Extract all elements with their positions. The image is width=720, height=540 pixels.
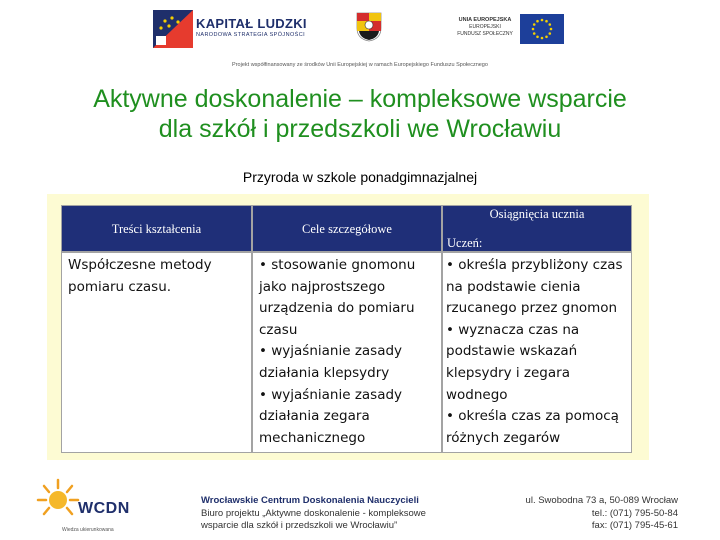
kapital-ludzki-title: KAPITAŁ LUDZKI xyxy=(196,16,307,31)
kapital-ludzki-subtitle: NARODOWA STRATEGIA SPÓJNOŚCI xyxy=(196,32,305,38)
kapital-ludzki-logo-icon xyxy=(153,10,193,48)
table-cell-goals: • stosowanie gnomonu jako najprostszego urządzenia do pomiaru czasu • wyjaśnianie zasady działania klepsydry • wyjaśnianie zasady działania zegara mechanicznego xyxy=(252,252,442,453)
footer-fax: fax: (071) 795-45-61 xyxy=(591,520,678,531)
footer-tel: tel.: (071) 795-50-84 xyxy=(591,507,678,519)
kapital-ludzki-text xyxy=(196,17,307,39)
footer-organization xyxy=(201,495,426,533)
table-header-achievements: Osiągnięcia ucznia Uczeń: xyxy=(442,205,632,252)
wroclaw-crest-icon xyxy=(356,12,382,42)
title-line-2: dla szkół i przedszkoli we Wrocławiu xyxy=(158,115,562,143)
footer-project-line-1: Biuro projektu „Aktywne doskonalenie - kompleksowe xyxy=(201,507,426,519)
page-title xyxy=(20,84,700,144)
ue-line3: FUNDUSZ SPOŁECZNY xyxy=(457,30,513,37)
footer-org-name: Wrocławskie Centrum Doskonalenia Nauczycieli xyxy=(201,495,419,506)
ue-line1: UNIA EUROPEJSKA xyxy=(458,17,512,23)
page-subtitle: Przyroda w szkole ponadgimnazjalnej xyxy=(242,169,478,185)
table-header-goals: Cele szczegółowe xyxy=(252,205,442,252)
eu-flag-icon xyxy=(520,14,564,44)
wcdn-logo-subtitle: Wiedza ukierunkowana xyxy=(62,527,114,533)
logo-strip xyxy=(0,0,720,60)
table-cell-content: Współczesne metody pomiaru czasu. xyxy=(61,252,252,453)
table-cell-achievements: • określa przybliżony czas na podstawie cienia rzucanego przez gnomon • wyznacza czas na podstawie wskazań klepsydry i zegara wodnego • określa czas za pomocą różnych zegarów xyxy=(442,252,632,453)
wcdn-logo-text: WCDN xyxy=(78,500,130,517)
wcdn-sun-logo-icon xyxy=(36,478,80,522)
table-header-content: Treści kształcenia xyxy=(61,205,252,252)
footer-address: ul. Swobodna 73 a, 50-089 Wrocław xyxy=(525,495,678,506)
ue-line2: EUROPEJSKI xyxy=(469,24,501,30)
project-cofinancing-note: Projekt współfinansowany ze środków Unii Europejskiej w ramach Europejskiego Funduszu Społecznego xyxy=(232,62,488,68)
footer-contact xyxy=(470,495,678,533)
table-header-student-label: Uczeń: xyxy=(447,236,483,250)
ue-text xyxy=(452,17,518,37)
footer-project-line-2: wsparcie dla szkół i przedszkoli we Wrocławiu” xyxy=(201,520,398,531)
title-line-1: Aktywne doskonalenie – kompleksowe wsparcie xyxy=(93,85,627,113)
